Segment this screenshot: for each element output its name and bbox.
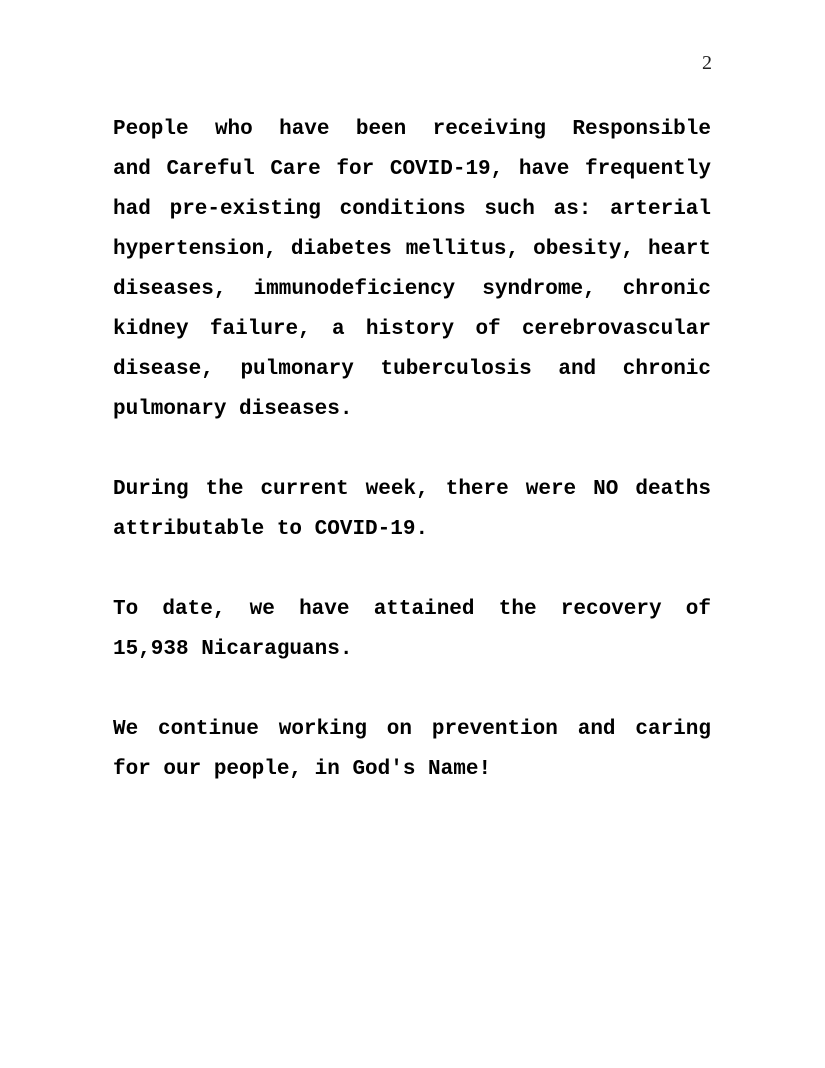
paragraph-preexisting-conditions [113,110,711,430]
paragraph-closing [113,710,711,790]
document-body-text [113,110,711,830]
text-line: hypertension, diabetes mellitus, obesity, heart [113,238,711,261]
text-line: pulmonary diseases. [113,398,353,421]
paragraph-no-deaths [113,470,711,550]
paragraph-recoveries [113,590,711,670]
text-line: attributable to COVID-19. [113,518,429,541]
text-line: diseases, immunodeficiency syndrome, chronic [113,278,711,301]
text-line: 15,938 Nicaraguans. [113,638,353,661]
text-line: People who have been receiving Responsible [113,118,711,141]
text-line: and Careful Care for COVID-19, have frequently [113,158,711,181]
text-line: kidney failure, a history of cerebrovascular [113,318,711,341]
text-line: We continue working on prevention and caring [113,718,711,741]
text-line: During the current week, there were NO deaths [113,478,711,501]
text-line: disease, pulmonary tuberculosis and chronic [113,358,711,381]
text-line: had pre-existing conditions such as: arterial [113,198,711,221]
page-number: 2 [702,52,712,74]
text-line: To date, we have attained the recovery of [113,598,711,621]
text-line: for our people, in God's Name! [113,758,492,781]
